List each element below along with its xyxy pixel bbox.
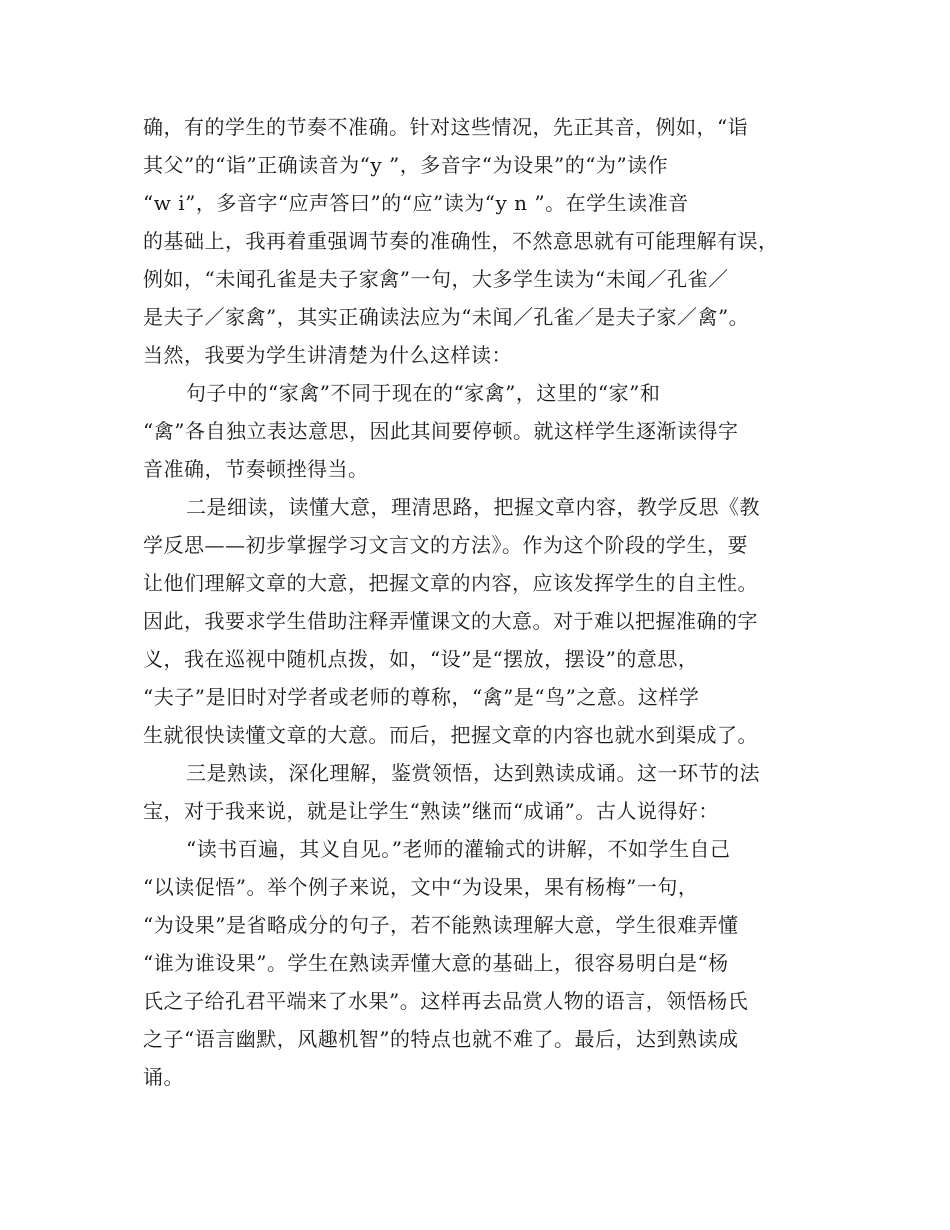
- paragraph-first-line: 二是细读，读懂大意，理清思路，把握文章内容，教学反思《教: [186, 495, 760, 519]
- text-line: 生就很快读懂文章的大意。而后，把握文章的内容也就水到渠成了。: [143, 723, 758, 747]
- text-line: “以读促悟”。举个例子来说，文中“为设果，果有杨梅”一句，: [143, 875, 699, 899]
- text-line: “w i”，多音字“应声答曰”的“应”读为“y n ”。在学生读准音: [143, 191, 689, 215]
- text-line: “禽”各自独立表达意思，因此其间要停顿。就这样学生逐渐读得字: [143, 419, 739, 443]
- text-line: 因此，我要求学生借助注释弄懂课文的大意。对于难以把握准确的字: [143, 609, 758, 633]
- text-line: 其父”的“诣”正确读音为“y ”，多音字“为设果”的“为”读作: [143, 153, 669, 177]
- paragraph-first-line: “读书百遍，其义自见。”老师的灌输式的讲解，不如学生自己: [186, 837, 731, 861]
- text-line: 音准确，节奏顿挫得当。: [143, 457, 369, 481]
- text-line: 学反思——初步掌握学习文言文的方法》。作为这个阶段的学生，要: [143, 533, 748, 557]
- text-line: 诵。: [143, 1065, 184, 1089]
- paragraph-first-line: 三是熟读，深化理解，鉴赏领悟，达到熟读成诵。这一环节的法: [186, 761, 760, 785]
- text-line: 的基础上，我再着重强调节奏的准确性，不然意思就有可能理解有误，: [143, 229, 779, 253]
- text-line: 氏之子给孔君平端来了水果”。这样再去品赏人物的语言，领悟杨氏: [143, 989, 749, 1013]
- text-line: 是夫子／家禽”，其实正确读法应为“未闻／孔雀／是夫子家／禽”。: [143, 305, 750, 329]
- text-line: 例如，“未闻孔雀是夫子家禽”一句，大多学生读为“未闻／孔雀／: [143, 267, 729, 291]
- text-line: 确，有的学生的节奏不准确。针对这些情况，先正其音，例如，“诣: [143, 115, 749, 139]
- text-line: 当然，我要为学生讲清楚为什么这样读：: [143, 343, 512, 367]
- text-line: 义，我在巡视中随机点拨，如，“设”是“摆放，摆设”的意思，: [143, 647, 699, 671]
- paragraph-first-line: 句子中的“家禽”不同于现在的“家禽”，这里的“家”和: [186, 381, 661, 405]
- text-line: 之子“语言幽默，风趣机智”的特点也就不难了。最后，达到熟读成: [143, 1027, 739, 1051]
- text-line: 让他们理解文章的大意，把握文章的内容，应该发挥学生的自主性。: [143, 571, 758, 595]
- text-line: “夫子”是旧时对学者或老师的尊称，“禽”是“鸟”之意。这样学: [143, 685, 700, 709]
- text-line: 宝，对于我来说，就是让学生“熟读”继而“成诵”。古人说得好：: [143, 799, 719, 823]
- text-line: “谁为谁设果”。学生在熟读弄懂大意的基础上，很容易明白是“杨: [143, 951, 729, 975]
- text-line: “为设果”是省略成分的句子，若不能熟读理解大意，学生很难弄懂: [143, 913, 739, 937]
